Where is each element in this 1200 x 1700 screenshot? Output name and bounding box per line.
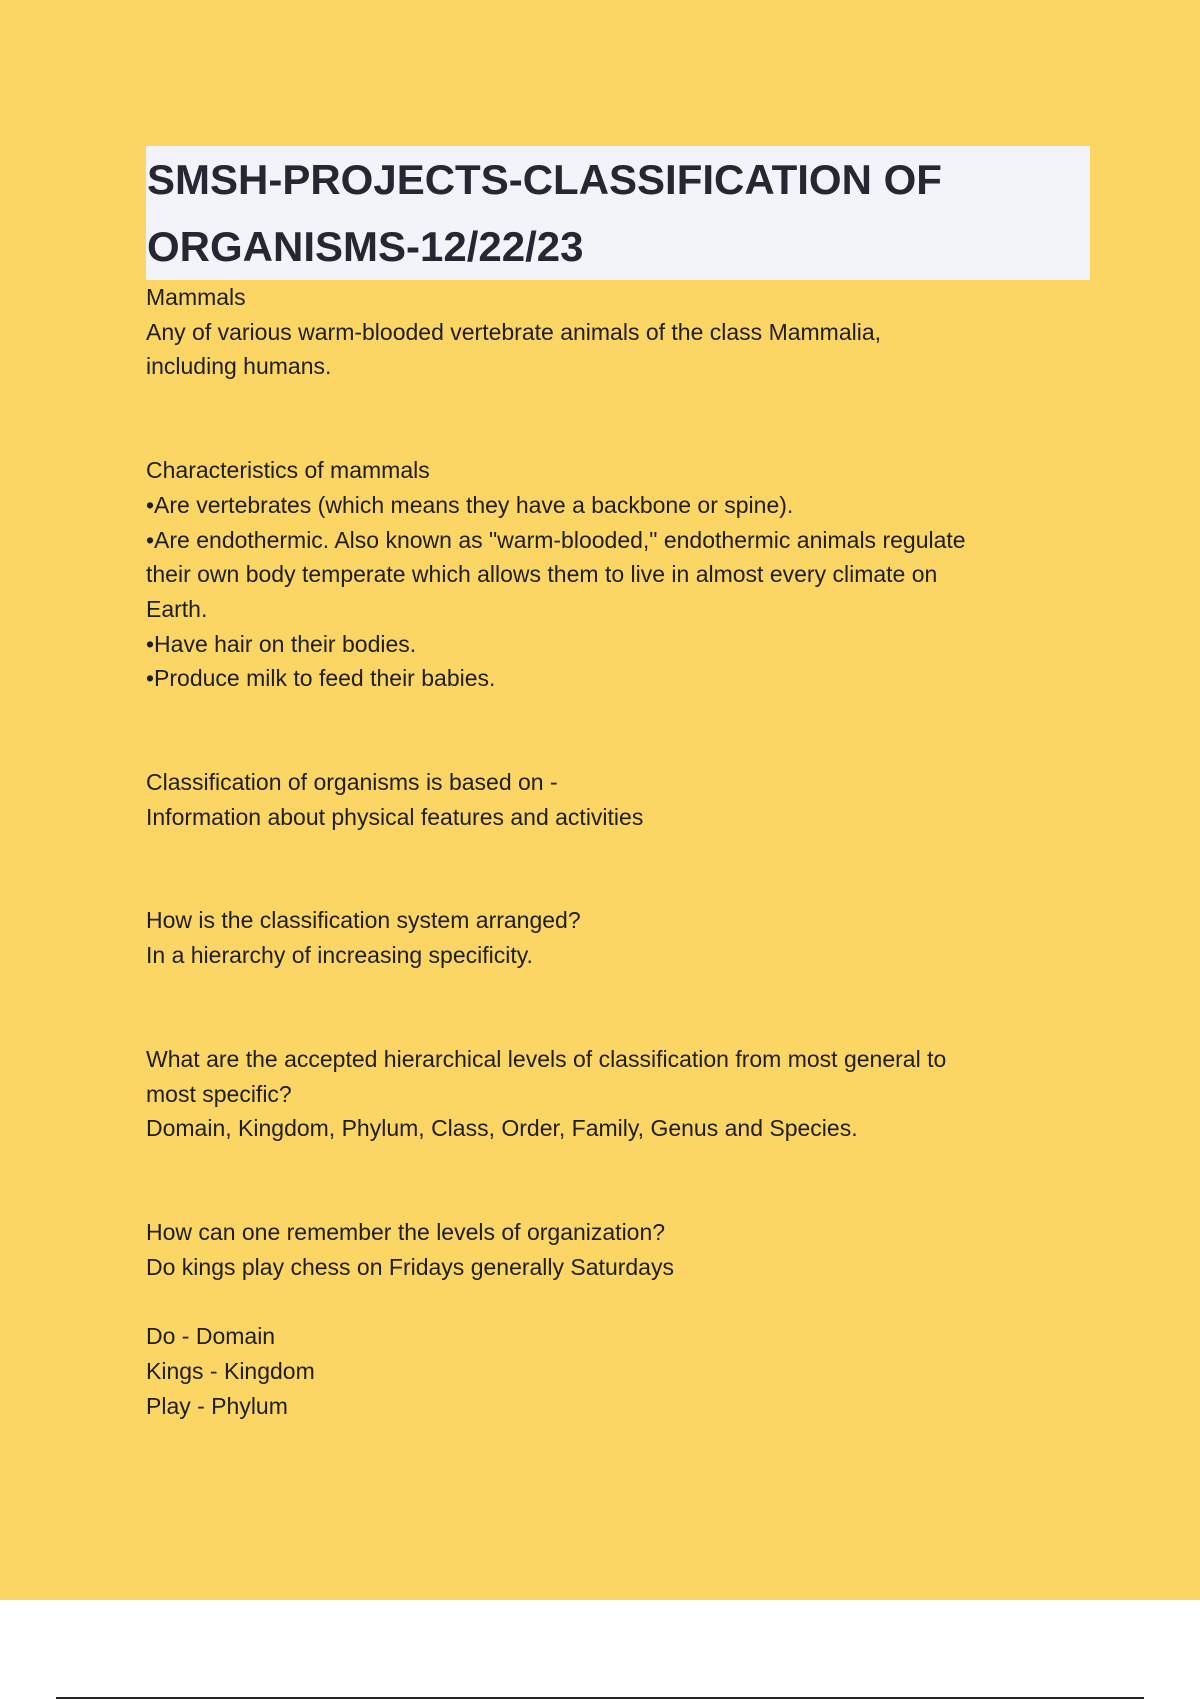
arrangement-answer: In a hierarchy of increasing specificity. xyxy=(146,942,533,969)
arrangement-question: How is the classification system arranged? xyxy=(146,907,581,934)
levels-answer: Domain, Kingdom, Phylum, Class, Order, Family, Genus and Species. xyxy=(146,1115,858,1142)
document-content xyxy=(146,146,1090,1423)
characteristic-hair: •Have hair on their bodies. xyxy=(146,630,417,657)
spacer xyxy=(146,1284,1090,1319)
footer-divider xyxy=(56,1697,1144,1699)
spacer xyxy=(146,1146,1090,1215)
characteristic-endothermic-line-1: •Are endothermic. Also known as "warm-blooded," endothermic animals regulate xyxy=(146,526,966,553)
section-arrangement xyxy=(146,903,1090,972)
section-mnemonic xyxy=(146,1215,1090,1424)
characteristics-heading: Characteristics of mammals xyxy=(146,457,430,484)
page-title-line-2: ORGANISMS-12/22/23 xyxy=(147,223,584,270)
mammals-definition-line-1: Any of various warm-blooded vertebrate animals of the class Mammalia, xyxy=(146,318,882,345)
classification-basis-question: Classification of organisms is based on - xyxy=(146,769,558,796)
spacer xyxy=(146,696,1090,765)
section-characteristics xyxy=(146,453,1090,696)
mnemonic-item-kingdom: Kings - Kingdom xyxy=(146,1358,315,1385)
mnemonic-question: How can one remember the levels of organization? xyxy=(146,1218,666,1245)
mnemonic-answer: Do kings play chess on Fridays generally Saturdays xyxy=(146,1253,674,1280)
mnemonic-item-phylum: Play - Phylum xyxy=(146,1392,288,1419)
levels-question-line-2: most specific? xyxy=(146,1080,292,1107)
characteristic-milk: •Produce milk to feed their babies. xyxy=(146,665,496,692)
mnemonic-item-domain: Do - Domain xyxy=(146,1323,276,1350)
page-title-line-1: SMSH-PROJECTS-CLASSIFICATION OF xyxy=(147,156,942,203)
section-mammals xyxy=(146,280,1090,384)
section-classification-basis xyxy=(146,765,1090,834)
classification-basis-answer: Information about physical features and activities xyxy=(146,803,644,830)
spacer xyxy=(146,834,1090,903)
section-levels xyxy=(146,1042,1090,1146)
document-body xyxy=(146,280,1090,1423)
levels-question-line-1: What are the accepted hierarchical levels of classification from most general to xyxy=(146,1045,947,1072)
spacer xyxy=(146,973,1090,1042)
characteristic-endothermic-line-2: their own body temperate which allows them to live in almost every climate on xyxy=(146,561,938,588)
title-box xyxy=(146,146,1090,280)
spacer xyxy=(146,384,1090,453)
characteristic-vertebrates: •Are vertebrates (which means they have a backbone or spine). xyxy=(146,491,794,518)
mammals-heading: Mammals xyxy=(146,284,246,310)
mammals-definition-line-2: including humans. xyxy=(146,353,332,380)
characteristic-endothermic-line-3: Earth. xyxy=(146,595,208,622)
